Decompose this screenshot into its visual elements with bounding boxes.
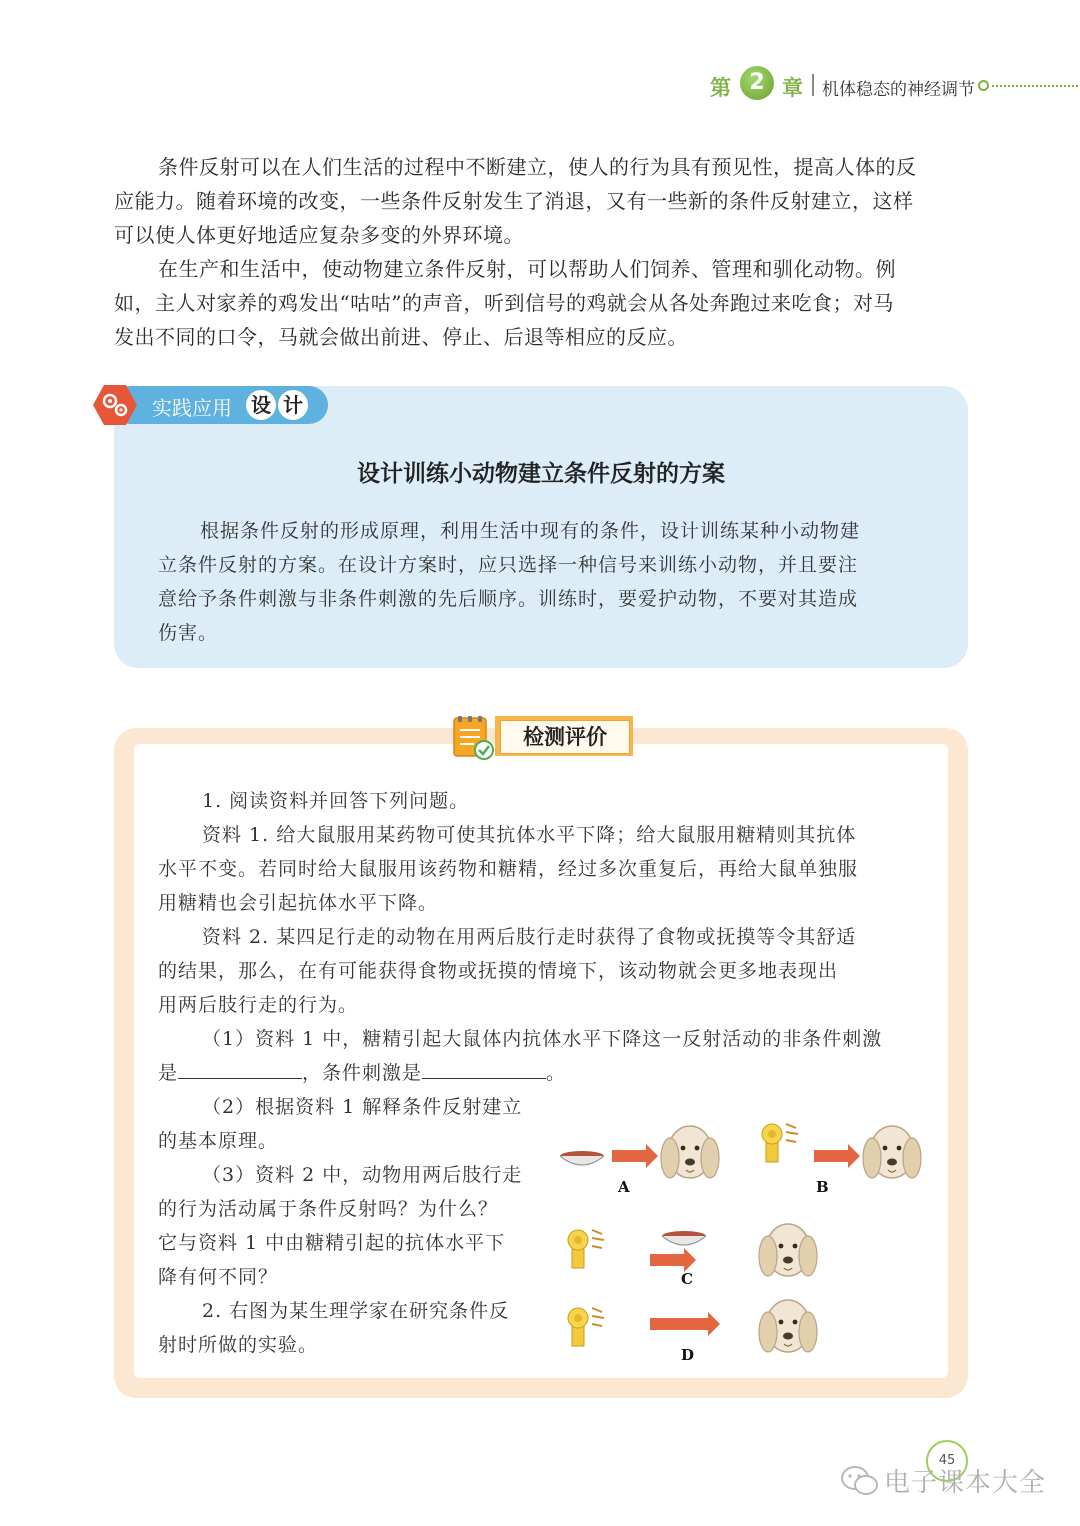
ring-icon [978, 80, 989, 91]
paragraph-line: 条件反射可以在人们生活的过程中不断建立，使人的行为具有预见性，提高人体的反 [158, 155, 917, 179]
wechat-icon [840, 1464, 880, 1498]
watermark-text: 电子课本大全 [884, 1468, 1047, 1498]
sub-question-1: （1）资料 1 中，糖精引起大鼠体内抗体水平下降这一反射活动的非条件刺激 是 ，条件刺激是 。 [158, 1028, 883, 1084]
material-2: 资料 2. 某四足行走的动物在用两后肢行走时获得了食物或抚摸等令其舒适 的结果，那么，在有可能获得食物或抚摸的情境下，该动物就会更多地表现出 用两后肢行走的行为。 [158, 926, 857, 1016]
question-2: 2. 右图为某生理学家在研究条件反 射时所做的实验。 [158, 1300, 510, 1356]
evaluation-tag [495, 716, 633, 756]
watermark [840, 1460, 1060, 1500]
practice-application-badge [92, 384, 332, 426]
body-paragraph-1 [114, 150, 966, 252]
evaluation-title: 检测评价 [523, 725, 607, 749]
chapter-prefix: 第 [710, 76, 731, 100]
figure-label-c: C [681, 1270, 693, 1288]
design-title: 设计训练小动物建立条件反射的方案 [357, 461, 725, 487]
figure-label-a: A [618, 1178, 630, 1196]
chapter-number-badge: 2 [740, 66, 774, 100]
panel-b [762, 1124, 921, 1178]
chapter-title: 机体稳态的神经调节 [822, 80, 975, 100]
paragraph-line: 可以使人体更好地适应复杂多变的外界环境。 [114, 223, 524, 247]
dotted-rule [992, 85, 1080, 87]
conditioning-experiment-figure [548, 1098, 940, 1368]
page-number: 45 [926, 1440, 968, 1482]
body-paragraph-2 [114, 252, 966, 354]
design-line: 伤害。 [158, 622, 219, 644]
panel-a [560, 1126, 719, 1178]
sub-question-3: （3）资料 2 中，动物用两后肢行走 的行为活动属于条件反射吗？为什么？ 它与资料 1 中由糖精引起的抗体水平下 降有何不同？ [158, 1164, 523, 1288]
chapter-suffix: 章 [782, 76, 803, 100]
panel-d [568, 1300, 817, 1352]
badge-char-circle: 计 [278, 390, 308, 420]
figure-label-d: D [681, 1346, 695, 1364]
checklist-notepad-icon [448, 712, 498, 762]
chapter-header [700, 66, 1080, 106]
paragraph-line: 在生产和生活中，使动物建立条件反射，可以帮助人们饲养、管理和驯化动物。例 [158, 257, 896, 281]
header-divider [812, 74, 814, 96]
paragraph-line: 发出不同的口令，马就会做出前进、停止、后退等相应的反应。 [114, 325, 688, 349]
gears-icon [92, 384, 138, 426]
design-body [158, 514, 926, 650]
badge-label: 实践应用 [152, 396, 232, 420]
answer-blank[interactable] [422, 1058, 546, 1079]
question-1-intro: 1. 阅读资料并回答下列问题。 [202, 790, 470, 812]
paragraph-line: 应能力。随着环境的改变，一些条件反射发生了消退，又有一些新的条件反射建立，这样 [114, 189, 914, 213]
badge-char-circle: 设 [246, 390, 276, 420]
experiment-illustration [548, 1098, 940, 1368]
material-1: 资料 1. 给大鼠服用某药物可使其抗体水平下降；给大鼠服用糖精则其抗体 水平不变。若同时给大鼠服用该药物和糖精，经过多次重复后，再给大鼠单独服 用糖精也会引起抗体水平下降。 [158, 824, 859, 914]
design-line: 立条件反射的方案。在设计方案时，应只选择一种信号来训练小动物，并且要注 [158, 554, 859, 576]
figure-label-b: B [816, 1178, 829, 1196]
sub-question-2: （2）根据资料 1 解释条件反射建立 的基本原理。 [158, 1096, 523, 1152]
paragraph-line: 如，主人对家养的鸡发出“咕咕”的声音，听到信号的鸡就会从各处奔跑过来吃食；对马 [114, 291, 894, 315]
design-line: 根据条件反射的形成原理，利用生活中现有的条件，设计训练某种小动物建 [200, 520, 861, 542]
design-line: 意给予条件刺激与非条件刺激的先后顺序。训练时，要爱护动物，不要对其造成 [158, 588, 859, 610]
panel-c [568, 1224, 817, 1276]
answer-blank[interactable] [178, 1058, 302, 1079]
